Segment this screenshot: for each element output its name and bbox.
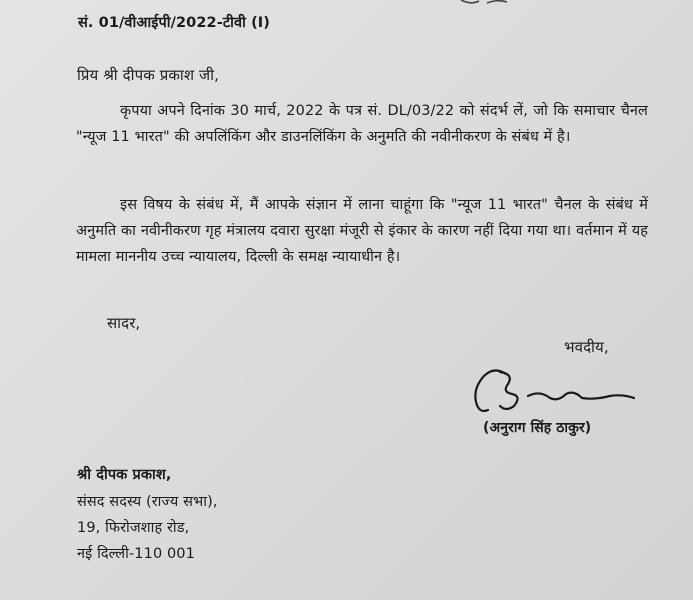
paragraph-1: कृपया अपने दिनांक 30 मार्च, 2022 के पत्र सं. DL/03/22 को संदर्भ लें, जो कि समाचार चैनल "न्यूज 11 भारत" की अपलिंकिंग और डाउनलिंकिंग के अनुमति की नवीनीकरण के संबंध में है। [76,103,648,145]
paragraph-2: इस विषय के संबंध में, मैं आपके संज्ञान में लाना चाहूंगा कि "न्यूज 11 भारत" चैनल के संबंध में अनुमति का नवीनीकरण गृह मंत्रालय दवारा सुरक्षा मंजूरी से इंकार के कारण नहीं दिया गया था। वर्तमान में यह मामला माननीय उच्च न्यायालय, दिल्ली के समक्ष न्यायाधीन है। [76,197,648,265]
closing: सादर, [107,314,141,332]
valediction: भवदीय, [564,338,609,356]
signature [470,362,645,420]
letterhead-fragment [457,0,517,6]
recipient-city: नई दिल्ली-110 001 [77,546,195,562]
signatory-name: (अनुराग सिंह ठाकुर) [483,420,592,436]
salutation: प्रिय श्री दीपक प्रकाश जी, [77,66,220,84]
recipient-name: श्री दीपक प्रकाश, [77,467,172,483]
recipient-designation: संसद सदस्य (राज्य सभा), [77,494,218,510]
recipient-address: 19, फिरोजशाह रोड, [77,520,190,536]
reference-number: सं. 01/वीआईपी/2022-टीवी (I) [78,15,271,31]
